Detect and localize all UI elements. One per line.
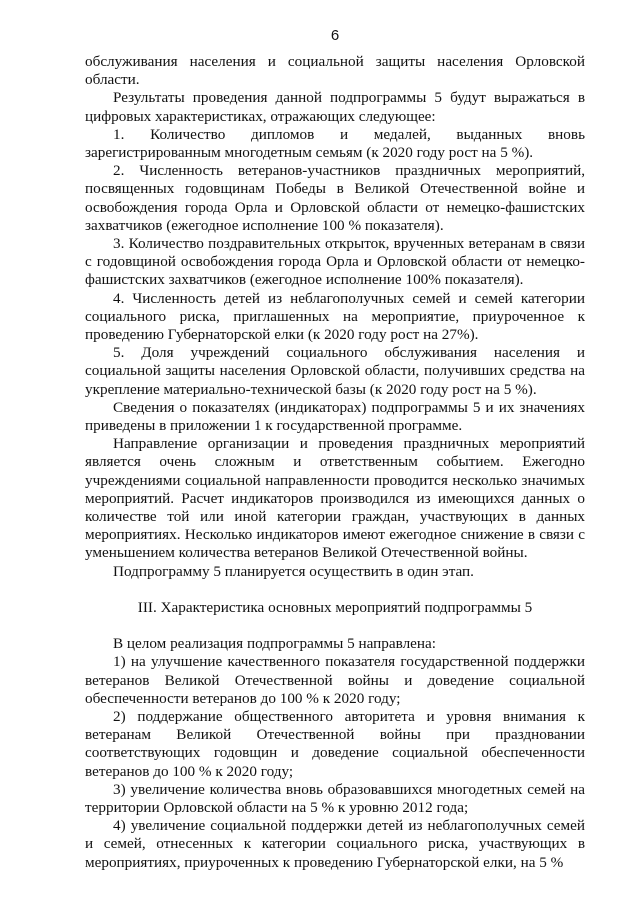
paragraph-direction-2: 2) поддержание общественного авторитета и уровня внимания к ветеранам Великой Отечественной войны при праздновании соответствующих годовщин и доведение социальной обеспеченности ветеранов до 100 % к 2020 году; xyxy=(85,707,585,780)
paragraph-single-stage: Подпрограмму 5 планируется осуществить в один этап. xyxy=(113,562,474,580)
paragraph-item-2: 2. Численность ветеранов-участников праздничных мероприятий, посвященных годовщинам Победы в Великой Отечественной войне и освобождения города Орла и Орловской области от немецко-фашистских захватчиков (ежегодное исполнение 100 % показателя). xyxy=(85,162,585,234)
document-body xyxy=(85,53,585,872)
paragraph-item-1: 1. Количество дипломов и медалей, выданных вновь зарегистрированным многодетным семьям (к 2020 году рост на 5 %). xyxy=(85,125,585,162)
paragraph-directed-intro: В целом реализация подпрограммы 5 направлена: xyxy=(113,635,436,653)
paragraph-direction-1: 1) на улучшение качественного показателя государственной поддержки ветеранов Великой Отечественной войны и доведение социальной обеспеченности ветеранов до 100 % к 2020 году; xyxy=(85,653,585,707)
paragraph-item-3: 3. Количество поздравительных открыток, врученных ветеранам в связи с годовщиной освобождения города Орла и Орловской области от немецко-фашистских захватчиков (ежегодное исполнение 100% показателя). xyxy=(85,235,585,289)
section-heading: III. Характеристика основных мероприятий подпрограммы 5 xyxy=(137,598,533,616)
paragraph-direction-4: 4) увеличение социальной поддержки детей из неблагополучных семей и семей, отнесенных к категории социального риска, участвующих в мероприятиях, приуроченных к проведению Губернаторской елки, на 5 % xyxy=(85,817,585,871)
paragraph-item-4: 4. Численность детей из неблагополучных семей и семей категории социального риска, приглашенных на мероприятие, приуроченное к проведению Губернаторской елки (к 2020 году рост на 27%). xyxy=(85,289,585,344)
paragraph-indicators-info: Сведения о показателях (индикаторах) подпрограммы 5 и их значениях приведены в приложении 1 к государственной программе. xyxy=(85,398,585,435)
paragraph-continuation: обслуживания населения и социальной защиты населения Орловской области. xyxy=(85,53,585,89)
paragraph-direction-3: 3) увеличение количества вновь образовавшихся многодетных семей на территории Орловской области на 5 % к уровню 2012 года; xyxy=(85,780,585,816)
paragraph-events-direction: Направление организации и проведения праздничных мероприятий является очень сложным и ответственным событием. Ежегодно учреждениями социальной направленности проводится несколько значимых мероприятий. Расчет индикаторов производился из имеющихся данных о количестве той или иной категории граждан, участвующих в данных мероприятиях. Несколько индикаторов имеют ежегодное снижение в связи с уменьшением количества ветеранов Великой Отечественной войны. xyxy=(85,435,585,562)
paragraph-results-intro: Результаты проведения данной подпрограммы 5 будут выражаться в цифровых характеристиках, отражающих следующее: xyxy=(85,89,585,125)
paragraph-item-5: 5. Доля учреждений социального обслуживания населения и социальной защиты населения Орловской области, получивших средства на укрепление материально-технической базы (к 2020 году рост на 5 %). xyxy=(85,344,585,398)
page-number: 6 xyxy=(330,27,340,44)
